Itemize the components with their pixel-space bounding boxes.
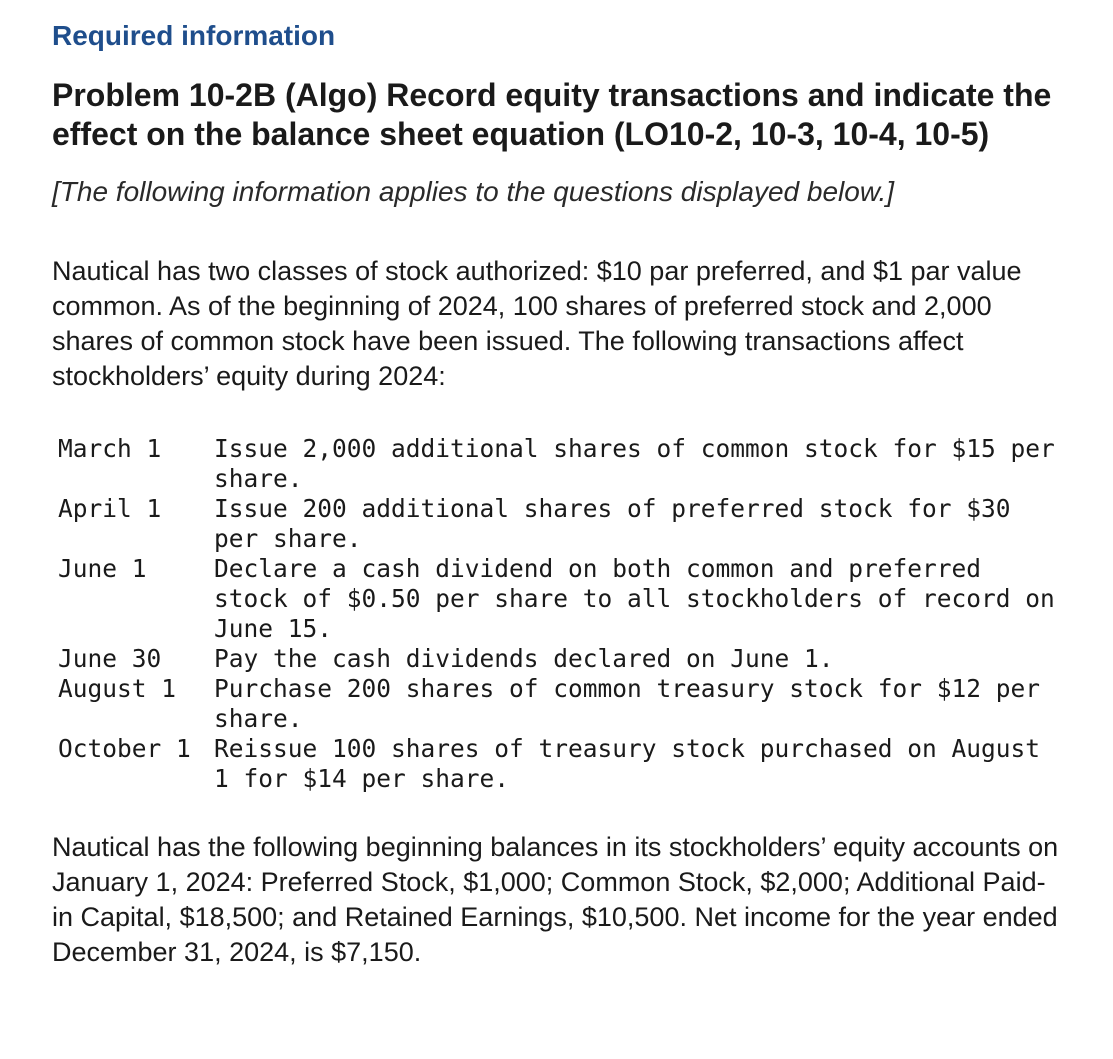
transaction-row	[58, 674, 1062, 734]
transaction-date: June 30	[58, 644, 162, 673]
transaction-date: June 1	[58, 554, 147, 583]
transaction-date: March 1	[58, 434, 162, 463]
transaction-description: Issue 2,000 additional shares of common stock for $15 per share.	[214, 434, 1055, 493]
required-information-heading: Required information	[52, 20, 336, 51]
transaction-description: Pay the cash dividends declared on June 1.	[214, 644, 834, 673]
transaction-row	[58, 554, 1062, 644]
applies-note: [The following information applies to the questions displayed below.]	[52, 176, 895, 207]
transaction-row	[58, 734, 1062, 794]
transaction-row	[58, 644, 1062, 674]
problem-panel	[52, 18, 1062, 970]
closing-paragraph: Nautical has the following beginning balances in its stockholders’ equity accounts on January 1, 2024: Preferred Stock, $1,000; Common Stock, $2,000; Additional Paid-in Capital, $18,500; and Retained Earnings, $10,500. Net income for the year ended December 31, 2024, is $7,150.	[52, 832, 1059, 967]
transaction-date: April 1	[58, 494, 162, 523]
transaction-row	[58, 434, 1062, 494]
transaction-description: Issue 200 additional shares of preferred stock for $30 per share.	[214, 494, 1011, 553]
problem-title: Problem 10-2B (Algo) Record equity transactions and indicate the effect on the balance sheet equation (LO10-2, 10-3, 10-4, 10-5)	[52, 77, 1052, 152]
intro-paragraph: Nautical has two classes of stock authorized: $10 par preferred, and $1 par value common. As of the beginning of 2024, 100 shares of preferred stock and 2,000 shares of common stock have been issued. The following transactions affect stockholders’ equity during 2024:	[52, 256, 1022, 391]
transaction-description: Declare a cash dividend on both common and preferred stock of $0.50 per share to all stockholders of record on June 15.	[214, 554, 1055, 643]
transaction-date: August 1	[58, 674, 177, 703]
transaction-date: October 1	[58, 734, 191, 763]
transaction-description: Purchase 200 shares of common treasury stock for $12 per share.	[214, 674, 1041, 733]
transaction-description: Reissue 100 shares of treasury stock purchased on August 1 for $14 per share.	[214, 734, 1041, 793]
transaction-row	[58, 494, 1062, 554]
transactions-list	[58, 434, 1062, 794]
